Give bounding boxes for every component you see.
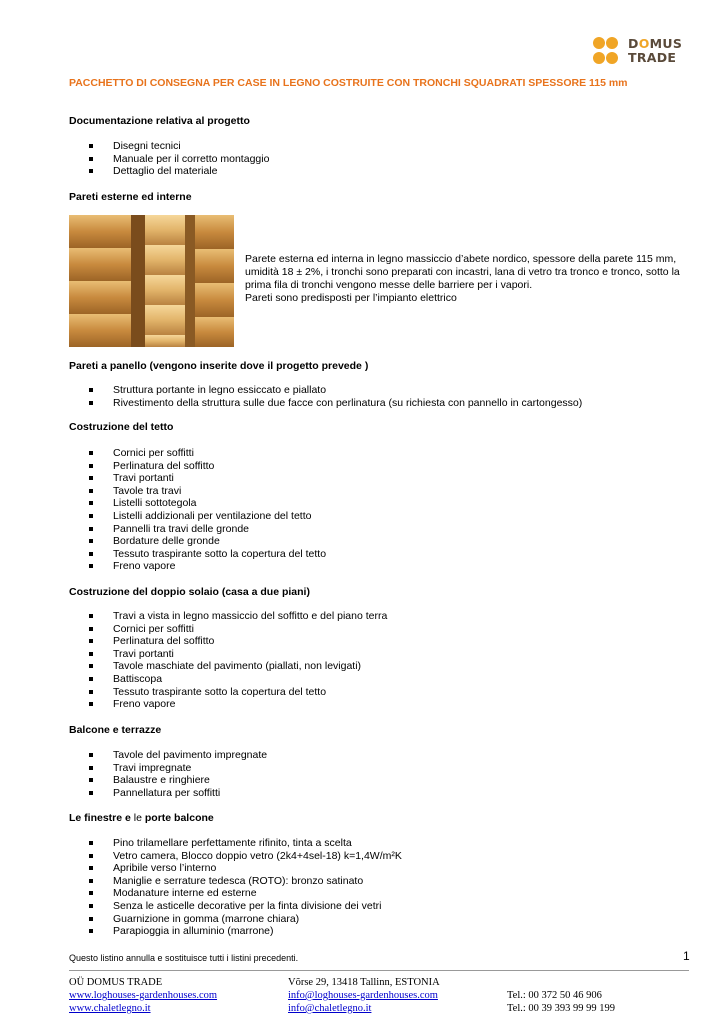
section-heading-panel-walls: Pareti a panello (vengono inserite dove il progetto prevede ) <box>69 360 369 372</box>
section-heading-windows: Le finestre e le porte balcone <box>69 812 214 824</box>
panel-walls-list <box>89 384 582 409</box>
website-link-chaletlegno[interactable]: www.chaletlegno.it <box>69 1003 151 1014</box>
company-name: OÜ DOMUS TRADE <box>69 977 163 988</box>
list-item: Battiscopa <box>89 673 387 686</box>
list-item: Perlinatura del soffitto <box>89 460 326 473</box>
balcony-list <box>89 749 267 799</box>
roof-list <box>89 447 326 573</box>
phone-italy: Tel.: 00 39 393 99 99 199 <box>507 1003 616 1014</box>
walls-description: Parete esterna ed interna in legno massiccio d’abete nordico, spessore della parete 115 mm, umidità 18 ± 2%, i tronchi sono preparati con incastri, lana di vetro tra tronco e tronco, sotto la prima fila di tronchi vengono messe delle barriere per i vapori. Pareti sono predisposti per l’impianto elettrico <box>245 253 680 304</box>
list-item: Tavole tra travi <box>89 485 326 498</box>
list-item: Tavole del pavimento impregnate <box>89 749 267 762</box>
list-item: Disegni tecnici <box>89 140 269 153</box>
list-item: Pino trilamellare perfettamente rifinito, tinta a scelta <box>89 837 402 850</box>
website-link-loghouses[interactable]: www.loghouses-gardenhouses.com <box>69 990 218 1001</box>
list-item: Apribile verso l’interno <box>89 862 402 875</box>
list-item: Guarnizione in gomma (marrone chiara) <box>89 913 402 926</box>
list-item: Listelli sottotegola <box>89 497 326 510</box>
list-item: Travi portanti <box>89 648 387 661</box>
section-heading-documentation: Documentazione relativa al progetto <box>69 115 250 127</box>
footer-company <box>69 976 217 1015</box>
list-item: Balaustre e ringhiere <box>89 774 267 787</box>
footer-phones <box>507 989 615 1015</box>
domus-trade-logo <box>593 36 693 68</box>
floor-list <box>89 610 387 711</box>
section-heading-balcony: Balcone e terrazze <box>69 724 162 736</box>
list-item: Cornici per soffitti <box>89 447 326 460</box>
list-item: Tessuto traspirante sotto la copertura del tetto <box>89 686 387 699</box>
list-item: Tessuto traspirante sotto la copertura del tetto <box>89 548 326 561</box>
document-title: PACCHETTO DI CONSEGNA PER CASE IN LEGNO COSTRUITE CON TRONCHI SQUADRATI SPESSORE 115 mm <box>69 77 628 89</box>
list-item: Vetro camera, Blocco doppio vetro (2k4+4sel-18) k=1,4W/m²K <box>89 850 402 863</box>
windows-list <box>89 837 402 938</box>
list-item: Bordature delle gronde <box>89 535 326 548</box>
list-item: Struttura portante in legno essiccato e piallato <box>89 384 582 397</box>
footer-contacts <box>288 976 440 1015</box>
list-item: Parapioggia in alluminio (marrone) <box>89 925 402 938</box>
section-heading-walls: Pareti esterne ed interne <box>69 191 192 203</box>
list-item: Modanature interne ed esterne <box>89 887 402 900</box>
list-item: Travi portanti <box>89 472 326 485</box>
list-item: Freno vapore <box>89 560 326 573</box>
list-item: Travi a vista in legno massiccio del soffitto e del piano terra <box>89 610 387 623</box>
list-item: Travi impregnate <box>89 762 267 775</box>
list-item: Tavole maschiate del pavimento (piallati, non levigati) <box>89 660 387 673</box>
list-item: Freno vapore <box>89 698 387 711</box>
list-item: Perlinatura del soffitto <box>89 635 387 648</box>
list-item: Dettaglio del materiale <box>89 165 269 178</box>
section-heading-roof: Costruzione del tetto <box>69 421 174 433</box>
list-item: Pannellatura per soffitti <box>89 787 267 800</box>
page-number: 1 <box>683 949 690 963</box>
section-heading-floor: Costruzione del doppio solaio (casa a due piani) <box>69 586 310 598</box>
logo-text: DOMUS TRADE <box>628 36 683 65</box>
list-item: Maniglie e serrature tedesca (ROTO): bronzo satinato <box>89 875 402 888</box>
logo-dots-icon <box>593 36 629 68</box>
log-wall-photo <box>69 215 234 347</box>
footer-divider <box>69 970 689 971</box>
list-item: Pannelli tra travi delle gronde <box>89 523 326 536</box>
phone-estonia: Tel.: 00 372 50 46 906 <box>507 990 602 1001</box>
company-address: Võrse 29, 13418 Tallinn, ESTONIA <box>288 977 440 988</box>
list-item: Senza le asticelle decorative per la finta divisione dei vetri <box>89 900 402 913</box>
list-item: Manuale per il corretto montaggio <box>89 153 269 166</box>
list-item: Cornici per soffitti <box>89 623 387 636</box>
email-link-loghouses[interactable]: info@loghouses-gardenhouses.com <box>288 990 438 1001</box>
price-list-note: Questo listino annulla e sostituisce tutti i listini precedenti. <box>69 953 299 963</box>
list-item: Listelli addizionali per ventilazione del tetto <box>89 510 326 523</box>
list-item: Rivestimento della struttura sulle due facce con perlinatura (su richiesta con pannello in cartongesso) <box>89 397 582 410</box>
email-link-chaletlegno[interactable]: info@chaletlegno.it <box>288 1003 372 1014</box>
documentation-list <box>89 140 269 178</box>
